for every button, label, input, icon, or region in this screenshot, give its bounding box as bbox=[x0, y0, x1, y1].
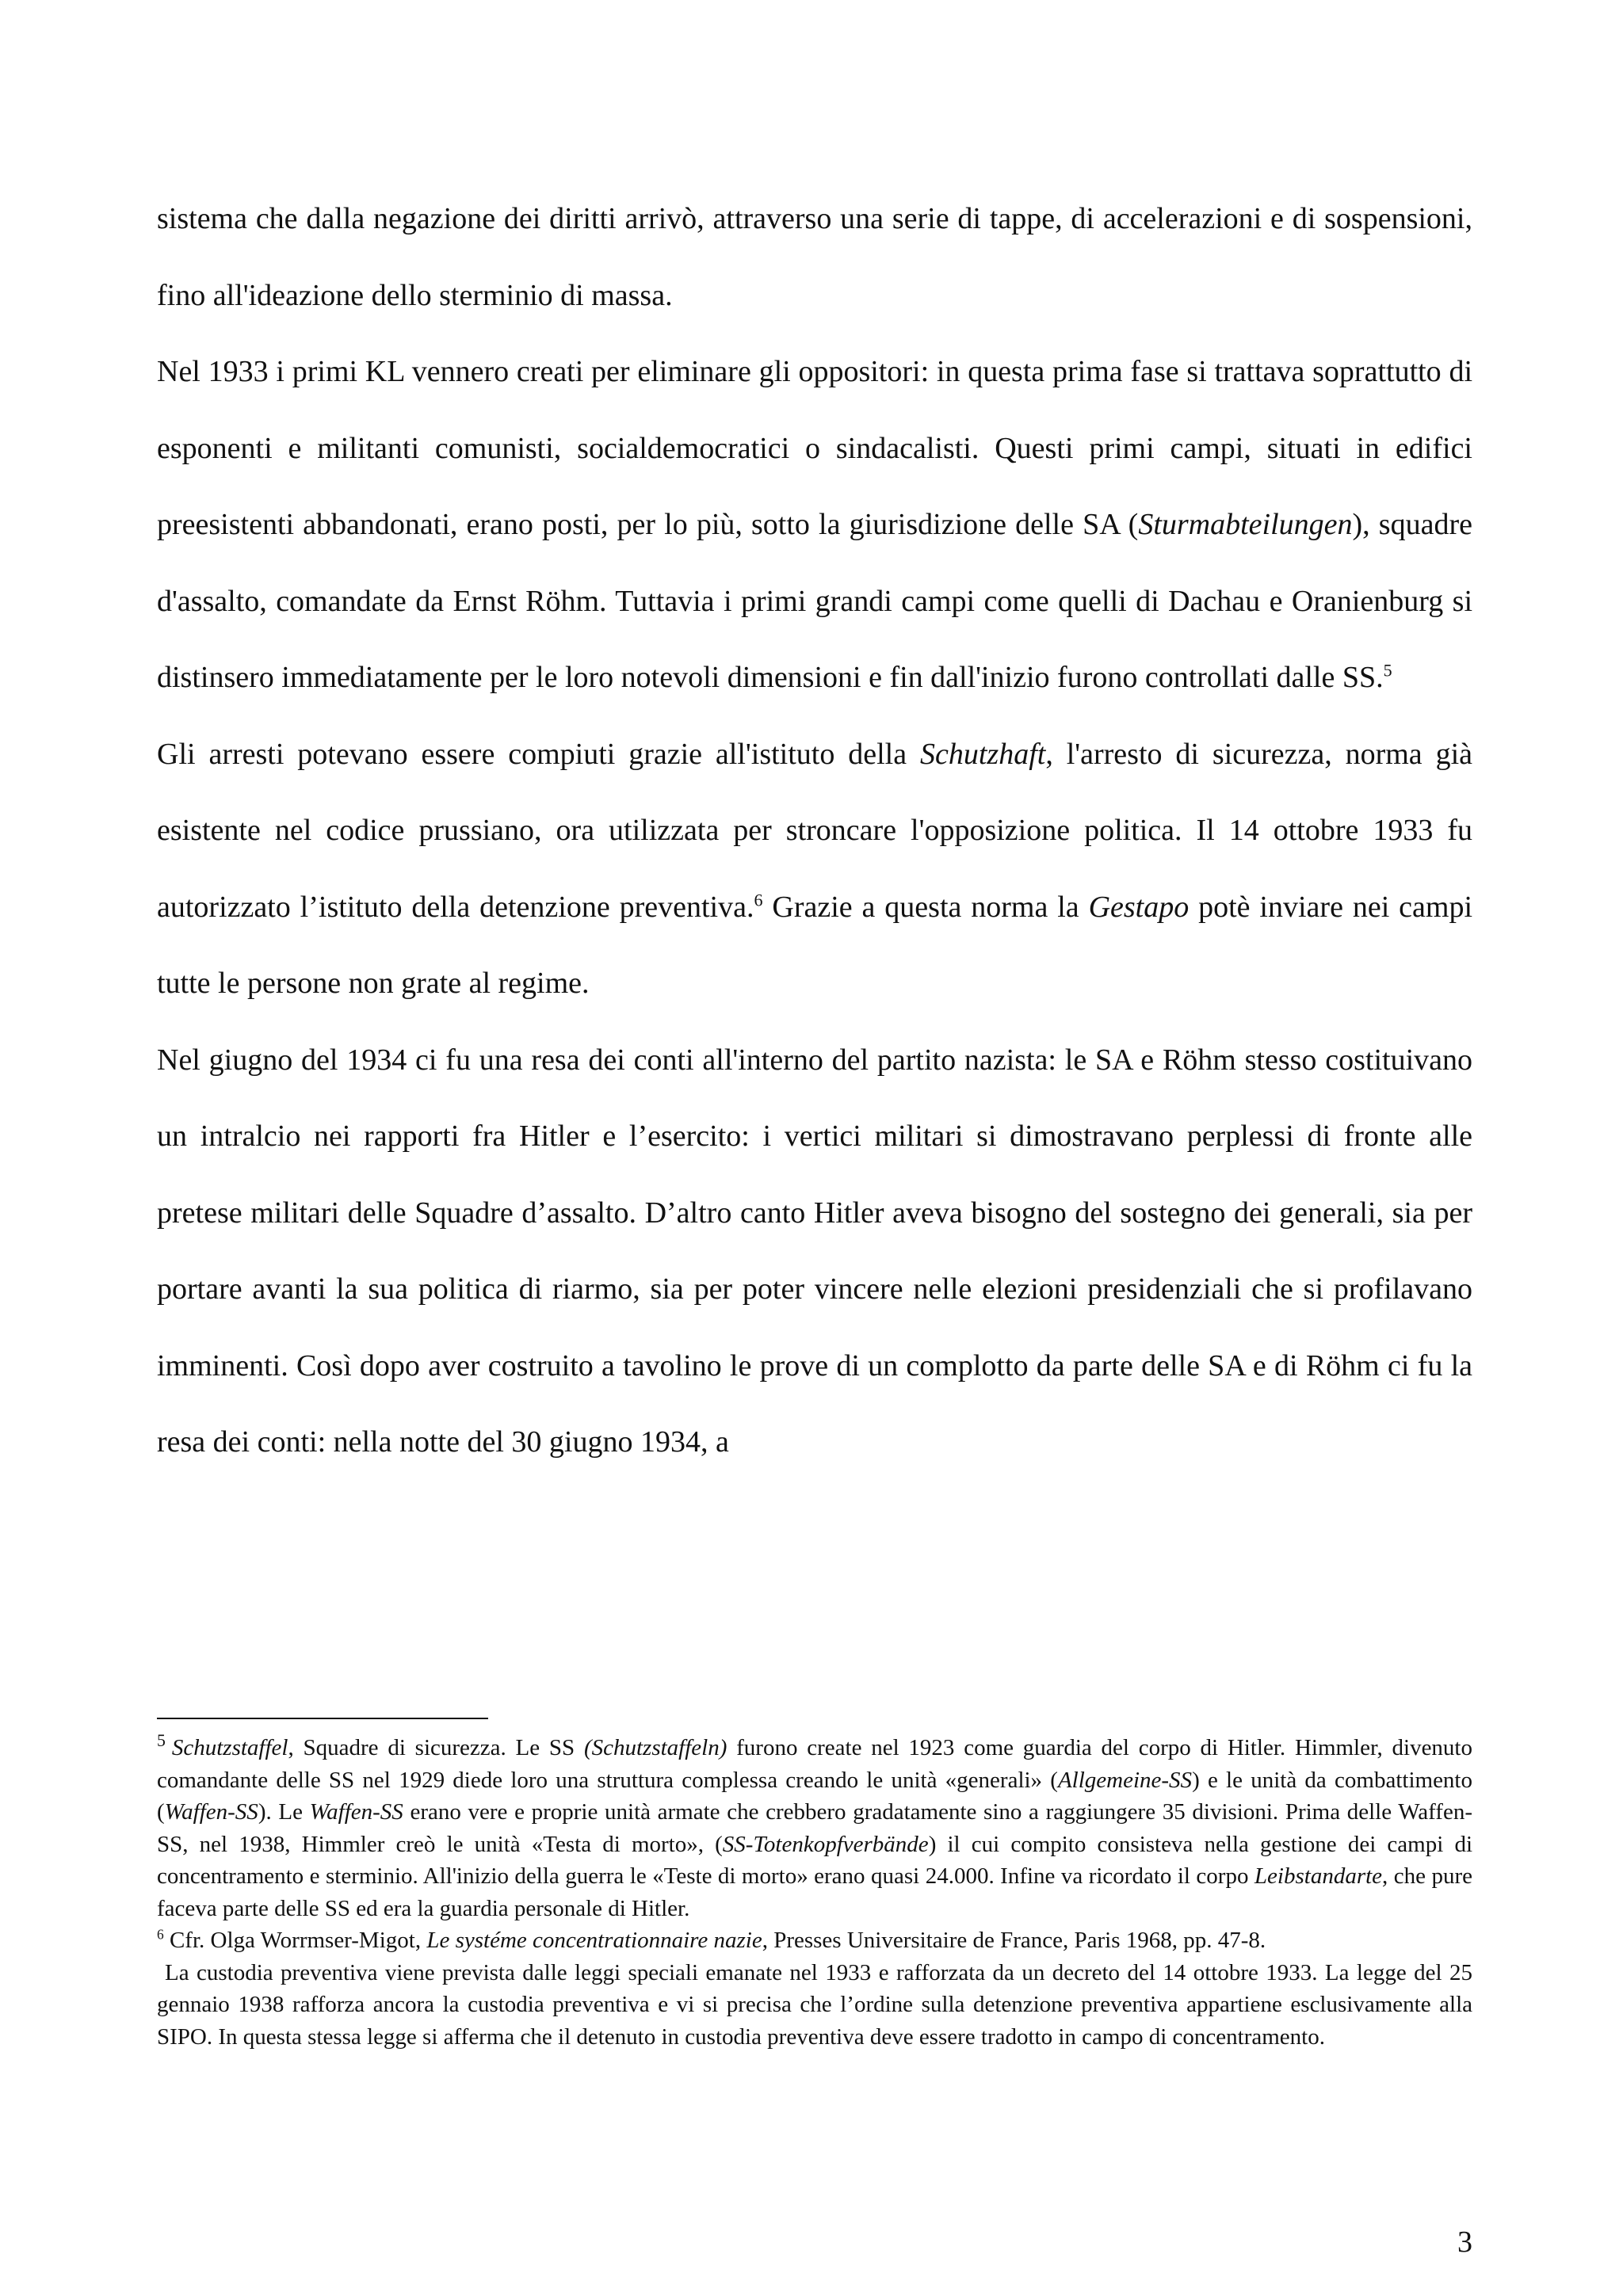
footnote-number: 6 bbox=[157, 1926, 164, 1943]
footnote-5: $^5$ Schutzstaffel, Squadre di sicurezza. Le SS (Schutzstaffeln) furono create nel 1923 come guardia del corpo di Hitler. Himmler, divenuto comandante delle SS nel 1929 diede loro una struttura complessa creando le unità «generali» (Allgemeine-SS) e le unità da combattimento (Waffen-SS). Le Waffen-SS erano vere e proprie unità armate che crebbero gradatamente sino a raggiungere 35 divisioni. Prima delle Waffen-SS, nel 1938, Himmler creò le unità «Testa di morto», (SS-Totenkopfverbände) il cui compito consisteva nella gestione dei campi di concentramento e sterminio. All'inizio della guerra le «Teste di morto» erano quasi 24.000. Infine va ricordato il corpo Leibstandarte, che pure faceva parte delle SS ed era la guardia personale di Hitler. bbox=[157, 1731, 1472, 1921]
paragraph-2: Nel 1933 i primi KL vennero creati per eliminare gli oppositori: in questa prima fase si trattava soprattutto di esponenti e militanti comunisti, socialdemocratici o sindacalisti. Questi primi campi, situati in edifici preesistenti abbandonati, erano posti, per lo più, sotto la giurisdizione delle SA (Sturmabteilungen), squadre d'assalto, comandate da Ernst Röhm. Tuttavia i primi grandi campi come quelli di Dachau e Oranienburg si distinsero immediatamente per le loro notevoli dimensioni e fin dall'inizio furono controllati dalle SS.$^5$ bbox=[157, 355, 1472, 694]
footnote-divider bbox=[157, 1718, 488, 1719]
footnote-ref-6[interactable]: 6 bbox=[754, 889, 763, 910]
footnote-6-continuation: La custodia preventiva viene prevista dalle leggi speciali emanate nel 1933 e rafforzata da un decreto del 14 ottobre 1933. La legge del 25 gennaio 1938 rafforza ancora la custodia preventiva e vi si precisa che l’ordine sulla detenzione preventiva appartiene esclusivamente alla SIPO. In questa stessa legge si afferma che il detenuto in custodia preventiva deve essere tradotto in campo di concentramento. bbox=[157, 1959, 1472, 2050]
italic-term: Sturmabteilungen bbox=[1138, 508, 1353, 541]
paragraph-1: sistema che dalla negazione dei diritti arrivò, attraverso una serie di tappe, di accelerazioni e di sospensioni, fino all'ideazione dello sterminio di massa. bbox=[157, 202, 1472, 312]
paragraph-4: Nel giugno del 1934 ci fu una resa dei conti all'interno del partito nazista: le SA e Röhm stesso costituivano un intralcio nei rapporti fra Hitler e l’esercito: i vertici militari si dimostravano perplessi di fronte alle pretese militari delle Squadre d’assalto. D’altro canto Hitler aveva bisogno del sostegno dei generali, sia per portare avanti la sua politica di riarmo, sia per poter vincere nelle elezioni presidenziali che si profilavano imminenti. Così dopo aver costruito a tavolino le prove di un complotto da parte delle SA e di Röhm ci fu la resa dei conti: nella notte del 30 giugno 1934, a bbox=[157, 1043, 1472, 1459]
page-number: 3 bbox=[1457, 2225, 1472, 2259]
footnote-ref-5[interactable]: 5 bbox=[1383, 660, 1392, 681]
footnote-6: $^6$ Cfr. Olga Worrmser-Migot, Le systéme concentrationnaire nazie, Presses Universitaire de France, Paris 1968, pp. 47-8. bbox=[157, 1926, 1266, 1953]
italic-term: Schutzhaft bbox=[919, 737, 1046, 771]
paragraph-3: Gli arresti potevano essere compiuti grazie all'istituto della Schutzhaft, l'arresto di sicurezza, norma già esistente nel codice prussiano, ora utilizzata per stroncare l'opposizione politica. Il 14 ottobre 1933 fu autorizzato l’istituto della detenzione preventiva.$^6$ Grazie a questa norma la Gestapo potè inviare nei campi tutte le persone non grate al regime. bbox=[157, 737, 1472, 1000]
main-text bbox=[157, 181, 1472, 1481]
italic-term: Gestapo bbox=[1088, 890, 1190, 924]
footnotes bbox=[157, 1732, 1472, 2053]
footnote-number: 5 bbox=[157, 1731, 166, 1751]
